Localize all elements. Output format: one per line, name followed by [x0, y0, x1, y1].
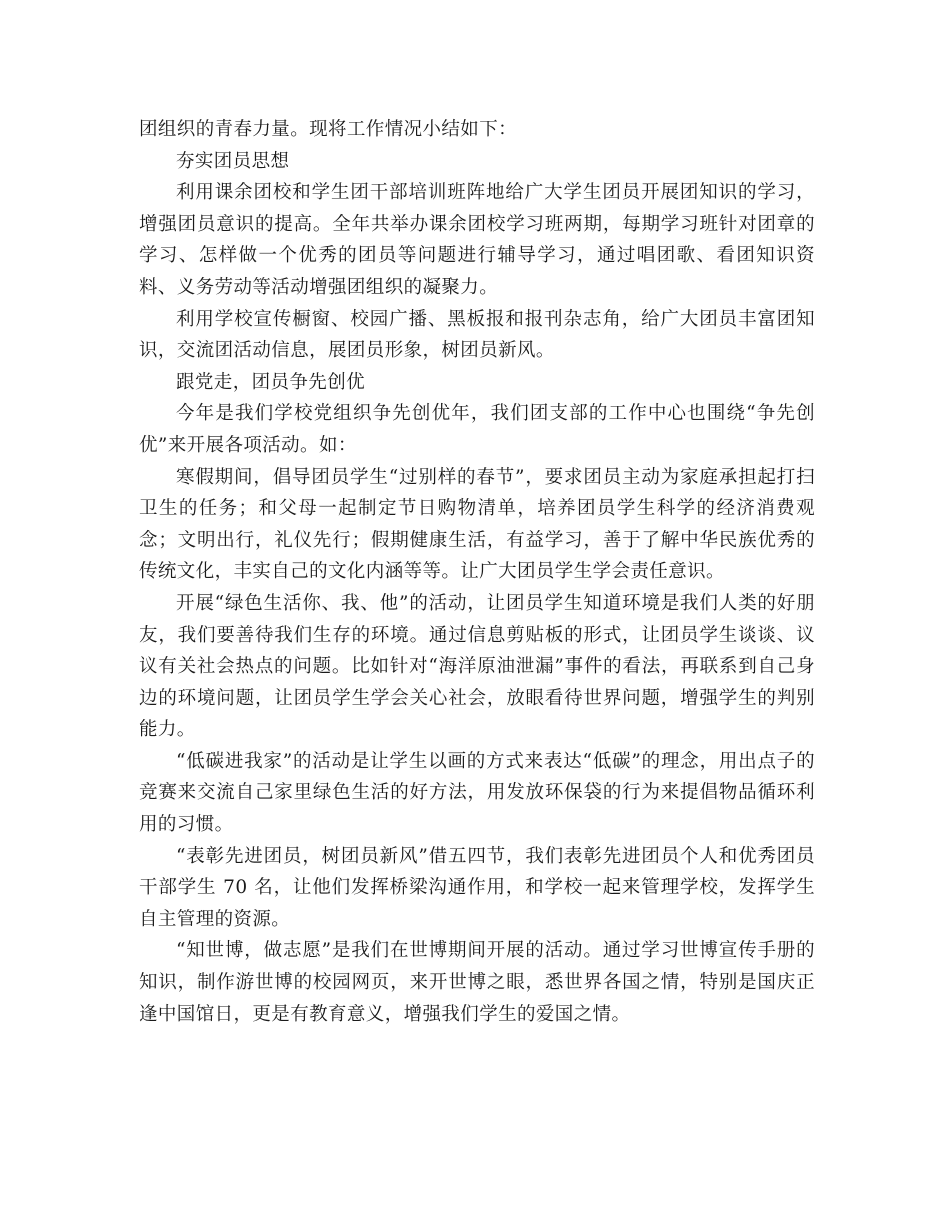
paragraph-continuation: 团组织的青春力量。现将工作情况小结如下：: [139, 119, 518, 140]
paragraph: “表彰先进团员，树团员新风”借五四节，我们表彰先进团员个人和优秀团员干部学生 70 名，让他们发挥桥梁沟通作用，和学校一起来管理学校，发挥学生自主管理的资源。: [139, 845, 815, 930]
section-heading-strengthen-thought: 夯实团员思想: [176, 150, 290, 172]
paragraph: 寒假期间，倡导团员学生“过别样的春节”，要求团员主动为家庭承担起打扫卫生的任务；和父母一起制定节日购物清单，培养团员学生科学的经济消费观念；文明出行，礼仪先行；假期健康生活，有益学习，善于了解中华民族优秀的传统文化，丰实自己的文化内涵等等。让广大团员学生学会责任意识。: [139, 466, 815, 583]
section-heading-follow-party: 跟党走，团员争先创优: [176, 371, 366, 393]
paragraph: “低碳进我家”的活动是让学生以画的方式来表达“低碳”的理念，用出点子的竞赛来交流自己家里绿色生活的好方法，用发放环保袋的行为来提倡物品循环利用的习惯。: [139, 750, 815, 836]
paragraph: 今年是我们学校党组织争先创优年，我们团支部的工作中心也围绕“争先创优”来开展各项活动。如：: [139, 403, 815, 456]
document-body: [139, 114, 815, 1030]
paragraph: 利用学校宣传橱窗、校园广播、黑板报和报刊杂志角，给广大团员丰富团知识，交流团活动信息，展团员形象，树团员新风。: [139, 308, 815, 362]
paragraph: 开展“绿色生活你、我、他”的活动，让团员学生知道环境是我们人类的好朋友，我们要善待我们生存的环境。通过信息剪贴板的形式，让团员学生谈谈、议议有关社会热点的问题。比如针对“海洋原油泄漏”事件的看法，再联系到自己身边的环境问题，让团员学生学会关心社会，放眼看待世界问题，增强学生的判别能力。: [139, 592, 815, 741]
paragraph: “知世博，做志愿”是我们在世博期间开展的活动。通过学习世博宣传手册的知识，制作游世博的校园网页，来开世博之眼，悉世界各国之情，特别是国庆正逢中国馆日，更是有教育意义，增强我们学生的爱国之情。: [139, 940, 815, 1025]
paragraph: 利用课余团校和学生团干部培训班阵地给广大学生团员开展团知识的学习，增强团员意识的提高。全年共举办课余团校学习班两期，每期学习班针对团章的学习、怎样做一个优秀的团员等问题进行辅导学习，通过唱团歌、看团知识资料、义务劳动等活动增强团组织的凝聚力。: [139, 182, 815, 298]
